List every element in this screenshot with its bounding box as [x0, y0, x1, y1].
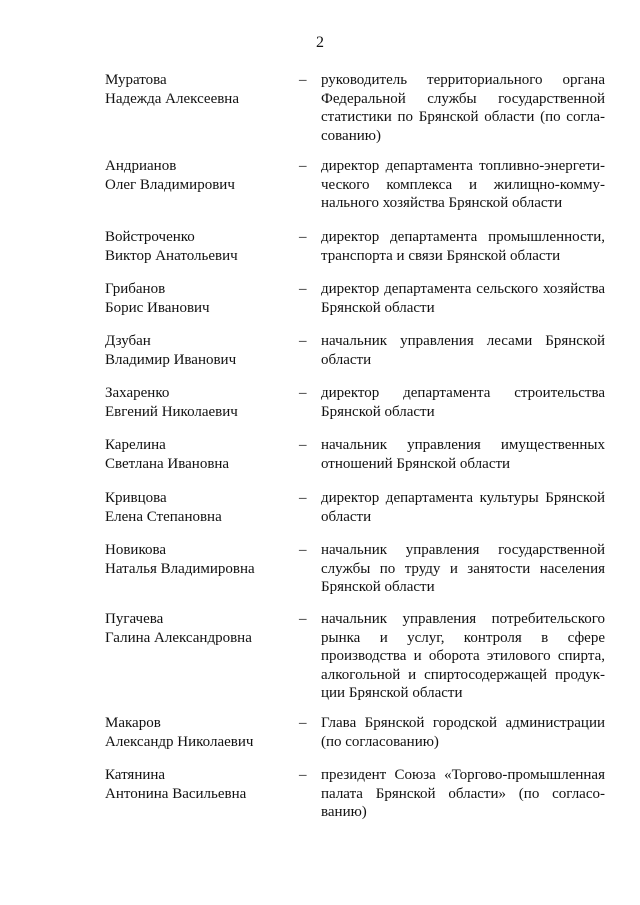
member-name [105, 228, 285, 265]
member-name [105, 766, 285, 803]
member-given-names: Галина Александровна [105, 629, 252, 646]
member-name [105, 384, 285, 421]
member-given-names: Виктор Анатольевич [105, 247, 238, 264]
position-line: начальник управления лесами Брянской [321, 333, 605, 349]
position-line: Брянской области [321, 403, 435, 420]
position-line: Брянской области [321, 579, 435, 595]
member-name [105, 714, 285, 751]
member-given-names: Елена Степановна [105, 508, 222, 525]
member-surname: Войстроченко [105, 229, 195, 245]
member-position [321, 714, 605, 751]
member-name [105, 489, 285, 526]
position-line: транспорта и связи Брянской области [321, 247, 561, 264]
member-name [105, 71, 285, 108]
member-given-names: Александр Николаевич [105, 733, 254, 750]
position-line: статистики по Брянской области (по согла- [321, 109, 605, 125]
member-given-names: Владимир Иванович [105, 351, 237, 368]
position-line: начальник управления потребительского [321, 611, 605, 627]
member-position [321, 541, 605, 597]
position-line: президент Союза «Торгово-промышленная [321, 767, 605, 783]
member-position [321, 157, 605, 213]
member-position [321, 332, 605, 369]
position-line: начальник управления имущественных [321, 437, 605, 453]
position-line: директор департамента топливно-энергети- [321, 158, 605, 174]
position-line: алкогольной и спиртосодержащей продук- [321, 666, 605, 683]
member-surname: Катянина [105, 767, 166, 783]
member-given-names: Светлана Ивановна [105, 455, 230, 472]
position-line: директор департамента культуры Брянской [321, 490, 605, 506]
dash-separator: – [299, 542, 307, 558]
dash-separator: – [299, 715, 307, 731]
dash-separator: – [299, 333, 307, 349]
member-surname: Грибанов [105, 281, 166, 297]
member-position [321, 280, 605, 317]
member-name [105, 610, 285, 647]
member-given-names: Надежда Алексеевна [105, 90, 239, 107]
position-line: директор департамента строительства [321, 385, 605, 401]
member-surname: Муратова [105, 72, 167, 88]
position-line: области [321, 351, 372, 368]
member-surname: Макаров [105, 715, 161, 731]
position-line: ческого комплекса и жилищно-комму- [321, 176, 605, 193]
dash-separator: – [299, 490, 307, 506]
member-surname: Карелина [105, 437, 166, 453]
dash-separator: – [299, 437, 307, 453]
position-line: нального хозяйства Брянской области [321, 195, 563, 211]
member-position [321, 489, 605, 526]
member-name [105, 280, 285, 317]
member-given-names: Олег Владимирович [105, 176, 235, 193]
member-surname: Кривцова [105, 490, 167, 506]
member-surname: Новикова [105, 542, 167, 558]
member-given-names: Антонина Васильевна [105, 785, 247, 802]
position-line: палата Брянской области» (по согласо- [321, 785, 605, 802]
position-line: директор департамента сельского хозяйства [321, 281, 605, 297]
member-surname: Пугачева [105, 611, 164, 627]
member-position [321, 384, 605, 421]
dash-separator: – [299, 72, 307, 88]
position-line: ции Брянской области [321, 685, 463, 701]
member-given-names: Евгений Николаевич [105, 403, 238, 420]
member-name [105, 541, 285, 578]
dash-separator: – [299, 767, 307, 783]
member-name [105, 436, 285, 473]
member-position [321, 436, 605, 473]
position-line: (по согласованию) [321, 733, 439, 750]
position-line: производства и оборота этилового спирта, [321, 648, 605, 664]
dash-separator: – [299, 229, 307, 245]
dash-separator: – [299, 611, 307, 627]
member-surname: Захаренко [105, 385, 170, 401]
member-position [321, 71, 605, 145]
position-line: рынка и услуг, контроля в сфере [321, 629, 605, 646]
position-line: директор департамента промышленности, [321, 229, 605, 245]
position-line: сованию) [321, 127, 381, 144]
position-line: Брянской области [321, 299, 435, 316]
page-number: 2 [316, 34, 324, 51]
position-line: начальник управления государственной [321, 542, 605, 558]
dash-separator: – [299, 281, 307, 297]
position-line: службы по труду и занятости населения [321, 560, 605, 577]
member-position [321, 610, 605, 703]
member-surname: Дзубан [105, 333, 151, 349]
position-line: Глава Брянской городской администрации [321, 715, 605, 731]
dash-separator: – [299, 158, 307, 174]
position-line: руководитель территориального органа [321, 72, 605, 88]
position-line: отношений Брянской области [321, 455, 511, 472]
member-position [321, 228, 605, 265]
position-line: ванию) [321, 804, 367, 820]
member-name [105, 157, 285, 194]
member-position [321, 766, 605, 822]
member-surname: Андрианов [105, 158, 177, 174]
member-given-names: Борис Иванович [105, 299, 210, 316]
member-name [105, 332, 285, 369]
position-line: области [321, 508, 372, 525]
position-line: Федеральной службы государственной [321, 90, 605, 107]
member-given-names: Наталья Владимировна [105, 560, 255, 577]
dash-separator: – [299, 385, 307, 401]
